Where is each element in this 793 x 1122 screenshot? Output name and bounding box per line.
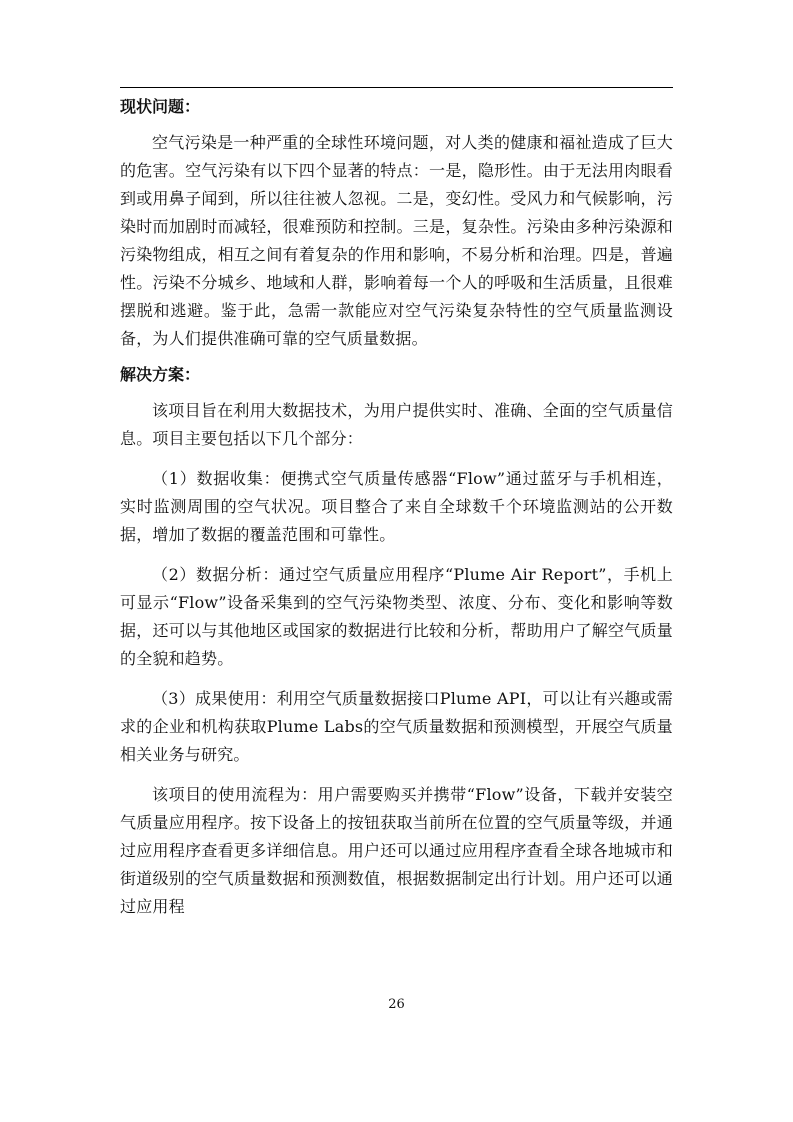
section-heading-current-problems: 现状问题：	[120, 97, 201, 116]
page-body	[120, 97, 673, 933]
paragraph-data-analysis: （2）数据分析：通过空气质量应用程序“Plume Air Report”，手机上可显示“Flow”设备采集到的空气污染物类型、浓度、分布、变化和影响等数据，还可以与其他地区或国家的数据进行比较和分析，帮助用户了解空气质量的全貌和趋势。	[120, 565, 673, 668]
header-rule	[120, 87, 673, 88]
paragraph-results-usage: （3）成果使用：利用空气质量数据接口Plume API，可以让有兴趣或需求的企业和机构获取Plume Labs的空气质量数据和预测模型，开展空气质量相关业务与研究。	[120, 689, 673, 764]
paragraph: 该项目旨在利用大数据技术，为用户提供实时、准确、全面的空气质量信息。项目主要包括以下几个部分：	[120, 401, 673, 448]
page-number: 26	[388, 997, 405, 1012]
paragraph-usage-flow: 该项目的使用流程为：用户需要购买并携带“Flow”设备，下载并安装空气质量应用程序。按下设备上的按钮获取当前所在位置的空气质量等级，并通过应用程序查看更多详细信息。用户还可以通过应用程序查看全球各地城市和街道级别的空气质量数据和预测数值，根据数据制定出行计划。用户还可以通过应用程	[120, 785, 673, 916]
paragraph: 空气污染是一种严重的全球性环境问题，对人类的健康和福祉造成了巨大的危害。空气污染有以下四个显著的特点：一是，隐形性。由于无法用肉眼看到或用鼻子闻到，所以往往被人忽视。二是，变幻性。受风力和气候影响，污染时而加剧时而减轻，很难预防和控制。三是，复杂性。污染由多种污染源和污染物组成，相互之间有着复杂的作用和影响，不易分析和治理。四是，普遍性。污染不分城乡、地域和人群，影响着每一个人的呼吸和生活质量，且很难摆脱和逃避。鉴于此，急需一款能应对空气污染复杂特性的空气质量监测设备，为人们提供准确可靠的空气质量数据。	[120, 133, 673, 348]
paragraph-data-collection: （1）数据收集：便携式空气质量传感器“Flow”通过蓝牙与手机相连，实时监测周围的空气状况。项目整合了来自全球数千个环境监测站的公开数据，增加了数据的覆盖范围和可靠性。	[120, 469, 673, 544]
section-heading-solution: 解决方案：	[120, 365, 201, 384]
